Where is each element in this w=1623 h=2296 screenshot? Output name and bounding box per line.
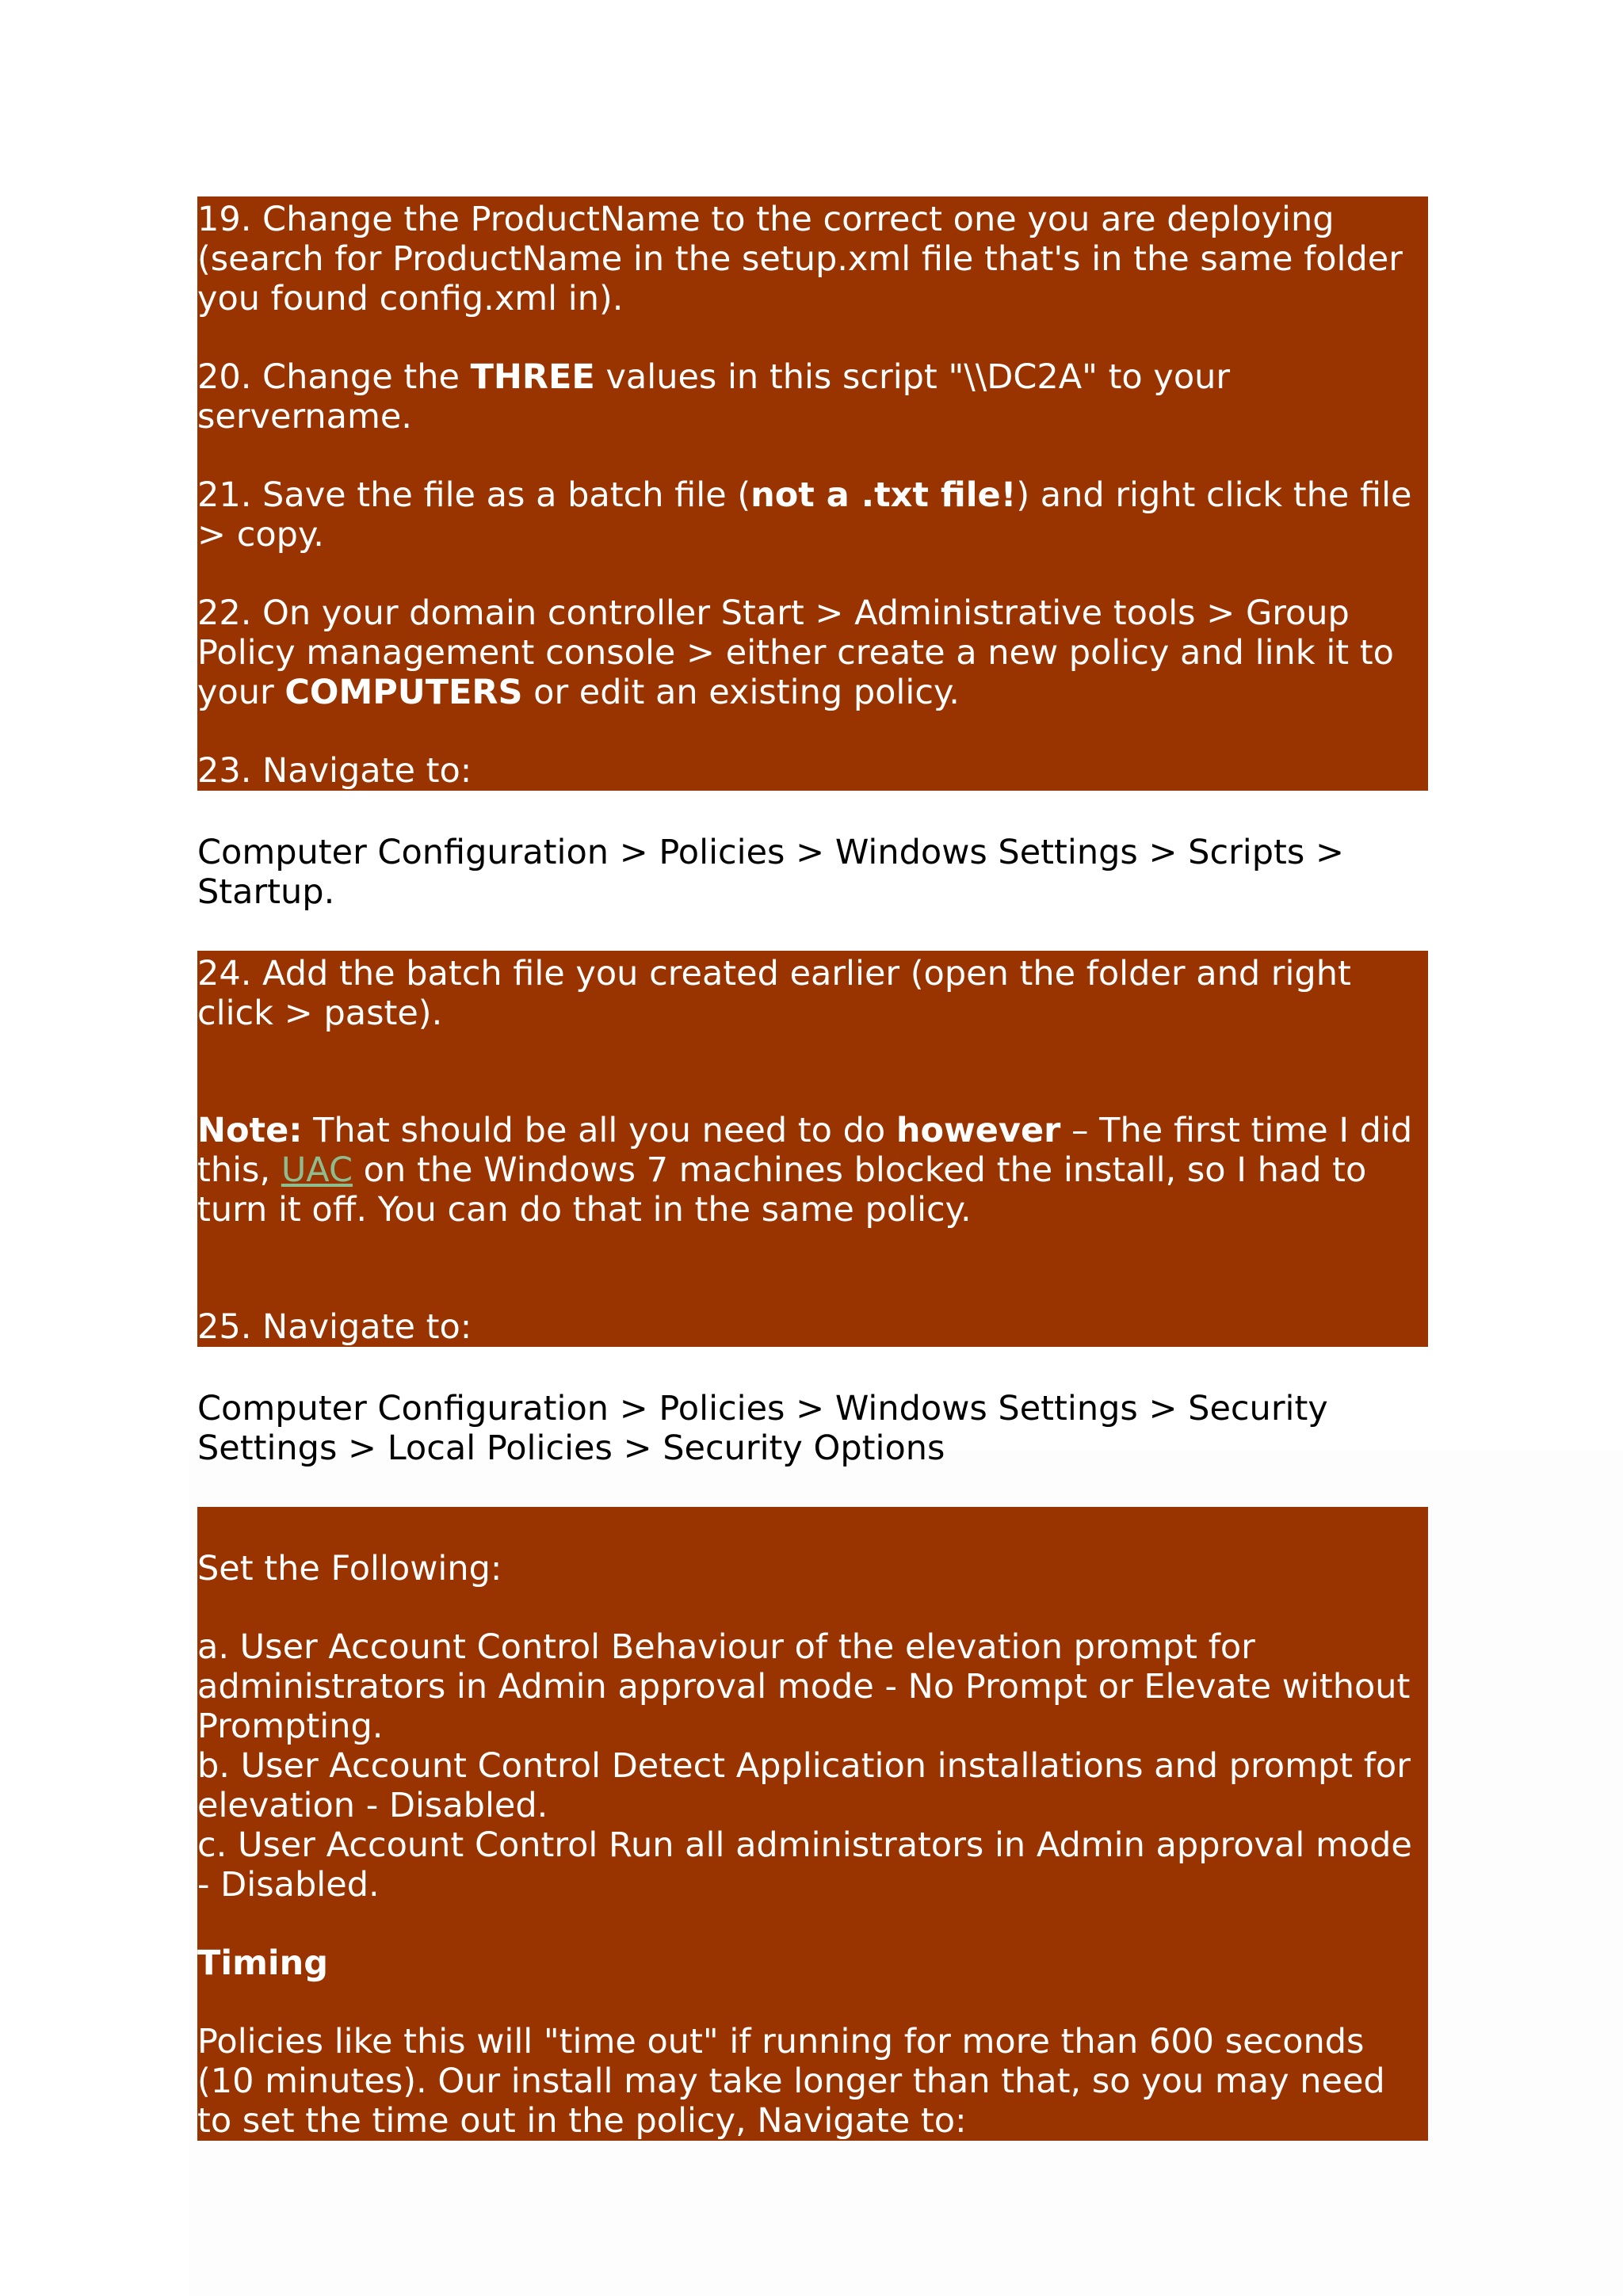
step-21	[197, 475, 1428, 555]
spacer	[197, 1268, 1428, 1307]
setting-item-a: a. User Account Control Behaviour of the elevation prompt for administrators in Admin approval mode - No Prompt or Elevate without Prompting.	[197, 1627, 1411, 1746]
step-21-text-a: 21. Save the file as a batch file (	[197, 475, 751, 515]
step-22	[197, 593, 1428, 712]
step-21-bold: not a .txt file!	[750, 475, 1017, 515]
note-label: Note:	[197, 1111, 303, 1150]
step-20-text-a: 20. Change the	[197, 357, 471, 397]
note-text-a: That should be all you need to do	[302, 1111, 896, 1150]
timing-paragraph: Policies like this will "time out" if running for more than 600 seconds (10 minutes). Our install may take longer than that, so you may need to set the time out in the policy, Navigate to:	[197, 2022, 1385, 2141]
timing-heading	[197, 1943, 1428, 1983]
setting-item-b: b. User Account Control Detect Application installations and prompt for elevation - Disabled.	[197, 1746, 1411, 1825]
step-22-text-a: 22. On your domain controller Start > Administrative tools > Group Policy management console > either create a new policy and link it to your	[197, 593, 1394, 712]
step-22-text-c: or edit an existing policy.	[522, 673, 960, 712]
document-body	[197, 196, 1428, 2141]
step-24	[197, 954, 1428, 1033]
step-22-bold: COMPUTERS	[285, 673, 523, 712]
note-text-c: – The first time I did this,	[197, 1111, 1413, 1190]
highlight-block-steps-19-23	[197, 196, 1428, 791]
settings-list	[197, 1627, 1428, 1905]
step-24-text: 24. Add the batch file you created earlier (open the folder and right click > paste).	[197, 954, 1351, 1033]
setting-item-c: c. User Account Control Run all administrators in Admin approval mode - Disabled.	[197, 1825, 1412, 1905]
step-19-text: 19. Change the ProductName to the correct one you are deploying (search for ProductName in the setup.xml file that's in the same folder you found config.xml in).	[197, 200, 1403, 318]
step-23-text: 23. Navigate to:	[197, 751, 472, 791]
highlight-block-steps-24-25	[197, 951, 1428, 1347]
highlight-block-settings	[197, 1507, 1428, 2141]
note-bold-however: however	[896, 1111, 1061, 1150]
uac-link[interactable]: UAC	[281, 1150, 353, 1190]
step-25	[197, 1307, 1428, 1347]
note-paragraph	[197, 1111, 1428, 1230]
step-25-text: 25. Navigate to:	[197, 1307, 472, 1347]
spacer	[197, 1510, 1428, 1549]
note-text-d: on the Windows 7 machines blocked the install, so I had to turn it off. You can do that in the same policy.	[197, 1150, 1367, 1230]
step-19	[197, 200, 1428, 318]
step-23	[197, 751, 1428, 791]
navigation-path-startup: Computer Configuration > Policies > Windows Settings > Scripts > Startup.	[197, 833, 1344, 912]
step-20-text-c: values in this script "\\DC2A" to your servername.	[197, 357, 1231, 437]
step-20	[197, 357, 1428, 437]
step-20-bold: THREE	[470, 357, 595, 397]
step-21-text-c: ) and right click the file > copy.	[197, 475, 1412, 555]
spacer	[197, 1072, 1428, 1111]
timing-heading-text: Timing	[197, 1943, 329, 1983]
navigation-path-security-options: Computer Configuration > Policies > Windows Settings > Security Settings > Local Policies > Security Options	[197, 1389, 1328, 1468]
set-following-heading: Set the Following:	[197, 1549, 502, 1589]
